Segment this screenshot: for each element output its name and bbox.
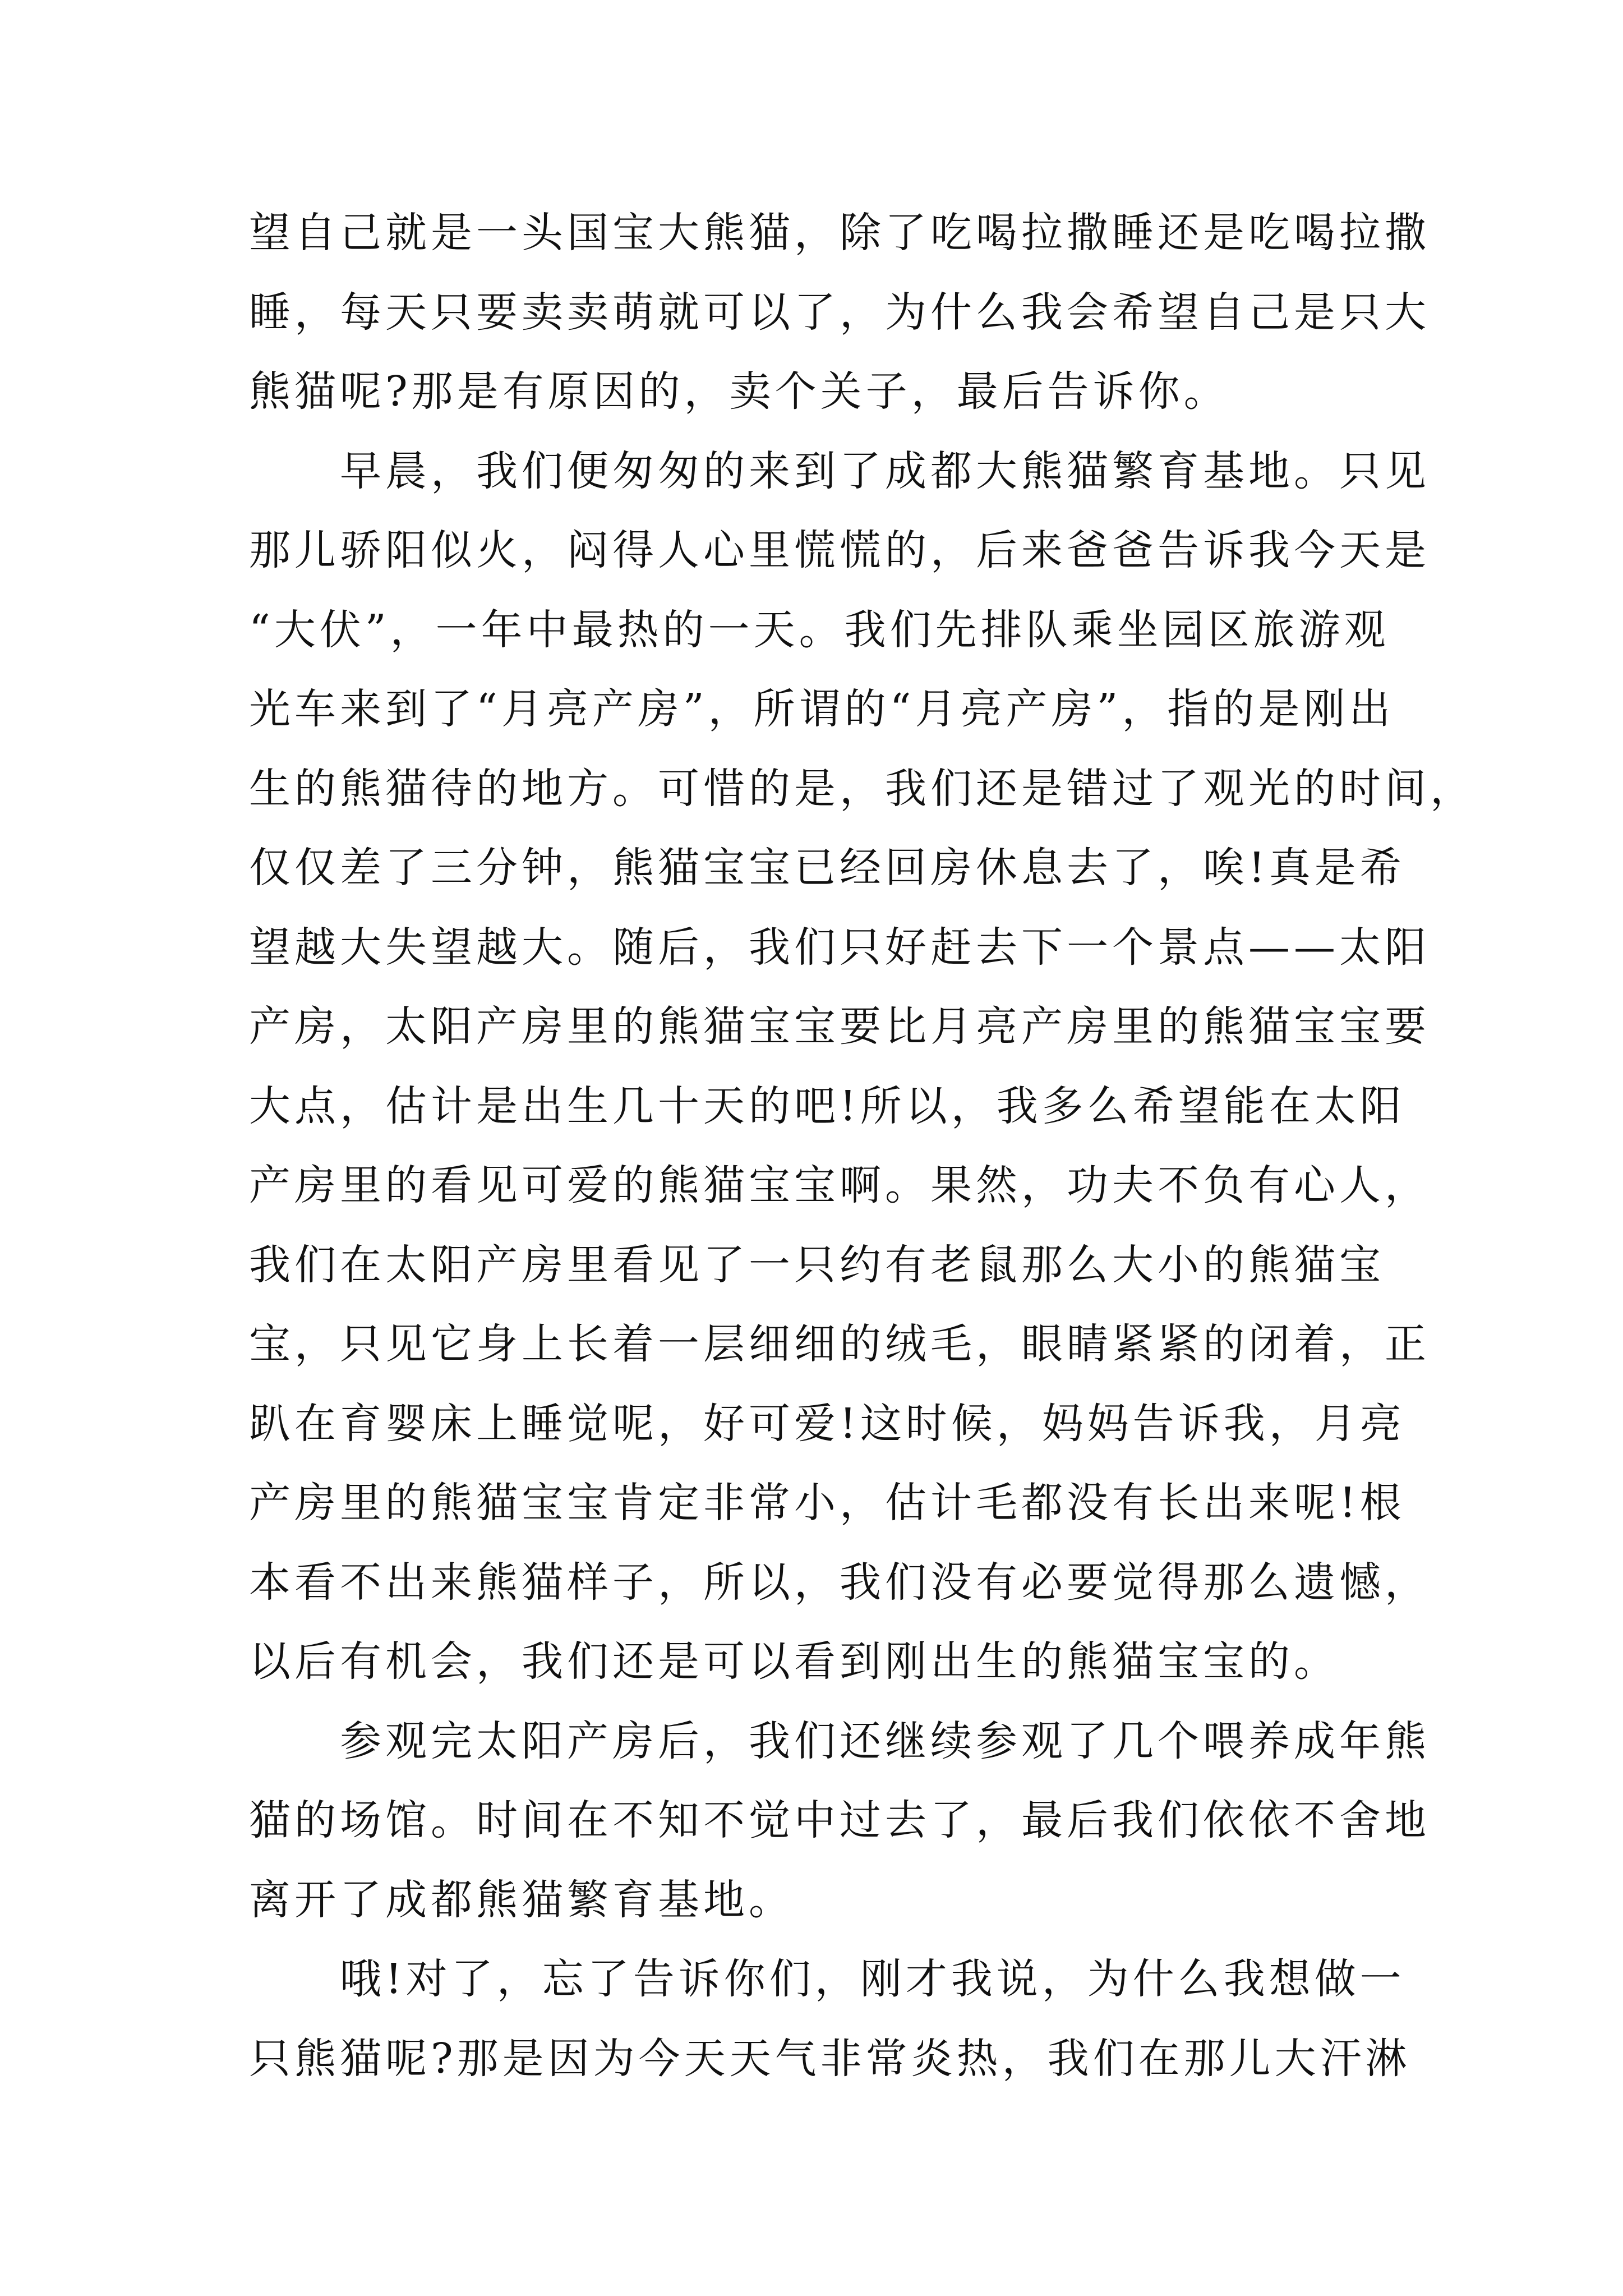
text-line: 以后有机会，我们还是可以看到刚出生的熊猫宝宝的。 xyxy=(249,1637,1339,1686)
text-line: 望越大失望越大。随后，我们只好赶去下一个景点——太阳 xyxy=(249,923,1430,972)
text-line: 产房，太阳产房里的熊猫宝宝要比月亮产房里的熊猫宝宝要 xyxy=(249,1002,1430,1051)
paragraph-intro-continuation xyxy=(249,194,1430,432)
text-line: 光车来到了“月亮产房”，所谓的“月亮产房”，指的是刚出 xyxy=(249,685,1395,733)
text-line: 望自己就是一头国宝大熊猫，除了吃喝拉撒睡还是吃喝拉撒 xyxy=(249,209,1430,257)
text-line: 仅仅差了三分钟，熊猫宝宝已经回房休息去了，唉!真是希 xyxy=(249,844,1405,892)
text-line: 生的熊猫待的地方。可惜的是，我们还是错过了观光的时间， xyxy=(249,764,1476,813)
text-line: 参观完太阳产房后，我们还继续参观了几个喂养成年熊 xyxy=(340,1717,1430,1765)
text-line: 大点，估计是出生几十天的吧!所以，我多么希望能在太阳 xyxy=(249,1082,1405,1130)
paragraph-adult-pandas xyxy=(249,1702,1430,1940)
text-line: 只熊猫呢?那是因为今天天气非常炎热，我们在那儿大汗淋 xyxy=(249,2034,1411,2083)
text-line: 宝，只见它身上长着一层细细的绒毛，眼睛紧紧的闭着，正 xyxy=(249,1320,1430,1368)
document-body xyxy=(249,194,1476,2099)
text-line: 哦!对了，忘了告诉你们，刚才我说，为什么我想做一 xyxy=(340,1955,1405,2003)
paragraph-morning-visit xyxy=(249,432,1476,1702)
text-line: 趴在育婴床上睡觉呢，好可爱!这时候，妈妈告诉我，月亮 xyxy=(249,1399,1405,1448)
text-line: “大伏”，一年中最热的一天。我们先排队乘坐园区旅游观 xyxy=(249,605,1390,654)
text-line: 产房里的熊猫宝宝肯定非常小，估计毛都没有长出来呢!根 xyxy=(249,1479,1405,1527)
text-line: 本看不出来熊猫样子，所以，我们没有必要觉得那么遗憾， xyxy=(249,1558,1430,1607)
text-line: 睡，每天只要卖卖萌就可以了，为什么我会希望自己是只大 xyxy=(249,288,1430,337)
text-line: 那儿骄阳似火，闷得人心里慌慌的，后来爸爸告诉我今天是 xyxy=(249,526,1430,574)
text-line: 产房里的看见可爱的熊猫宝宝啊。果然，功夫不负有心人， xyxy=(249,1161,1430,1209)
text-line: 早晨，我们便匆匆的来到了成都大熊猫繁育基地。只见 xyxy=(340,447,1430,495)
text-line: 离开了成都熊猫繁育基地。 xyxy=(249,1875,794,1924)
text-line: 猫的场馆。时间在不知不觉中过去了，最后我们依依不舍地 xyxy=(249,1796,1430,1844)
text-line: 我们在太阳产房里看见了一只约有老鼠那么大小的熊猫宝 xyxy=(249,1240,1385,1289)
paragraph-reason xyxy=(249,1940,1411,2099)
text-line: 熊猫呢?那是有原因的，卖个关子，最后告诉你。 xyxy=(249,367,1229,416)
